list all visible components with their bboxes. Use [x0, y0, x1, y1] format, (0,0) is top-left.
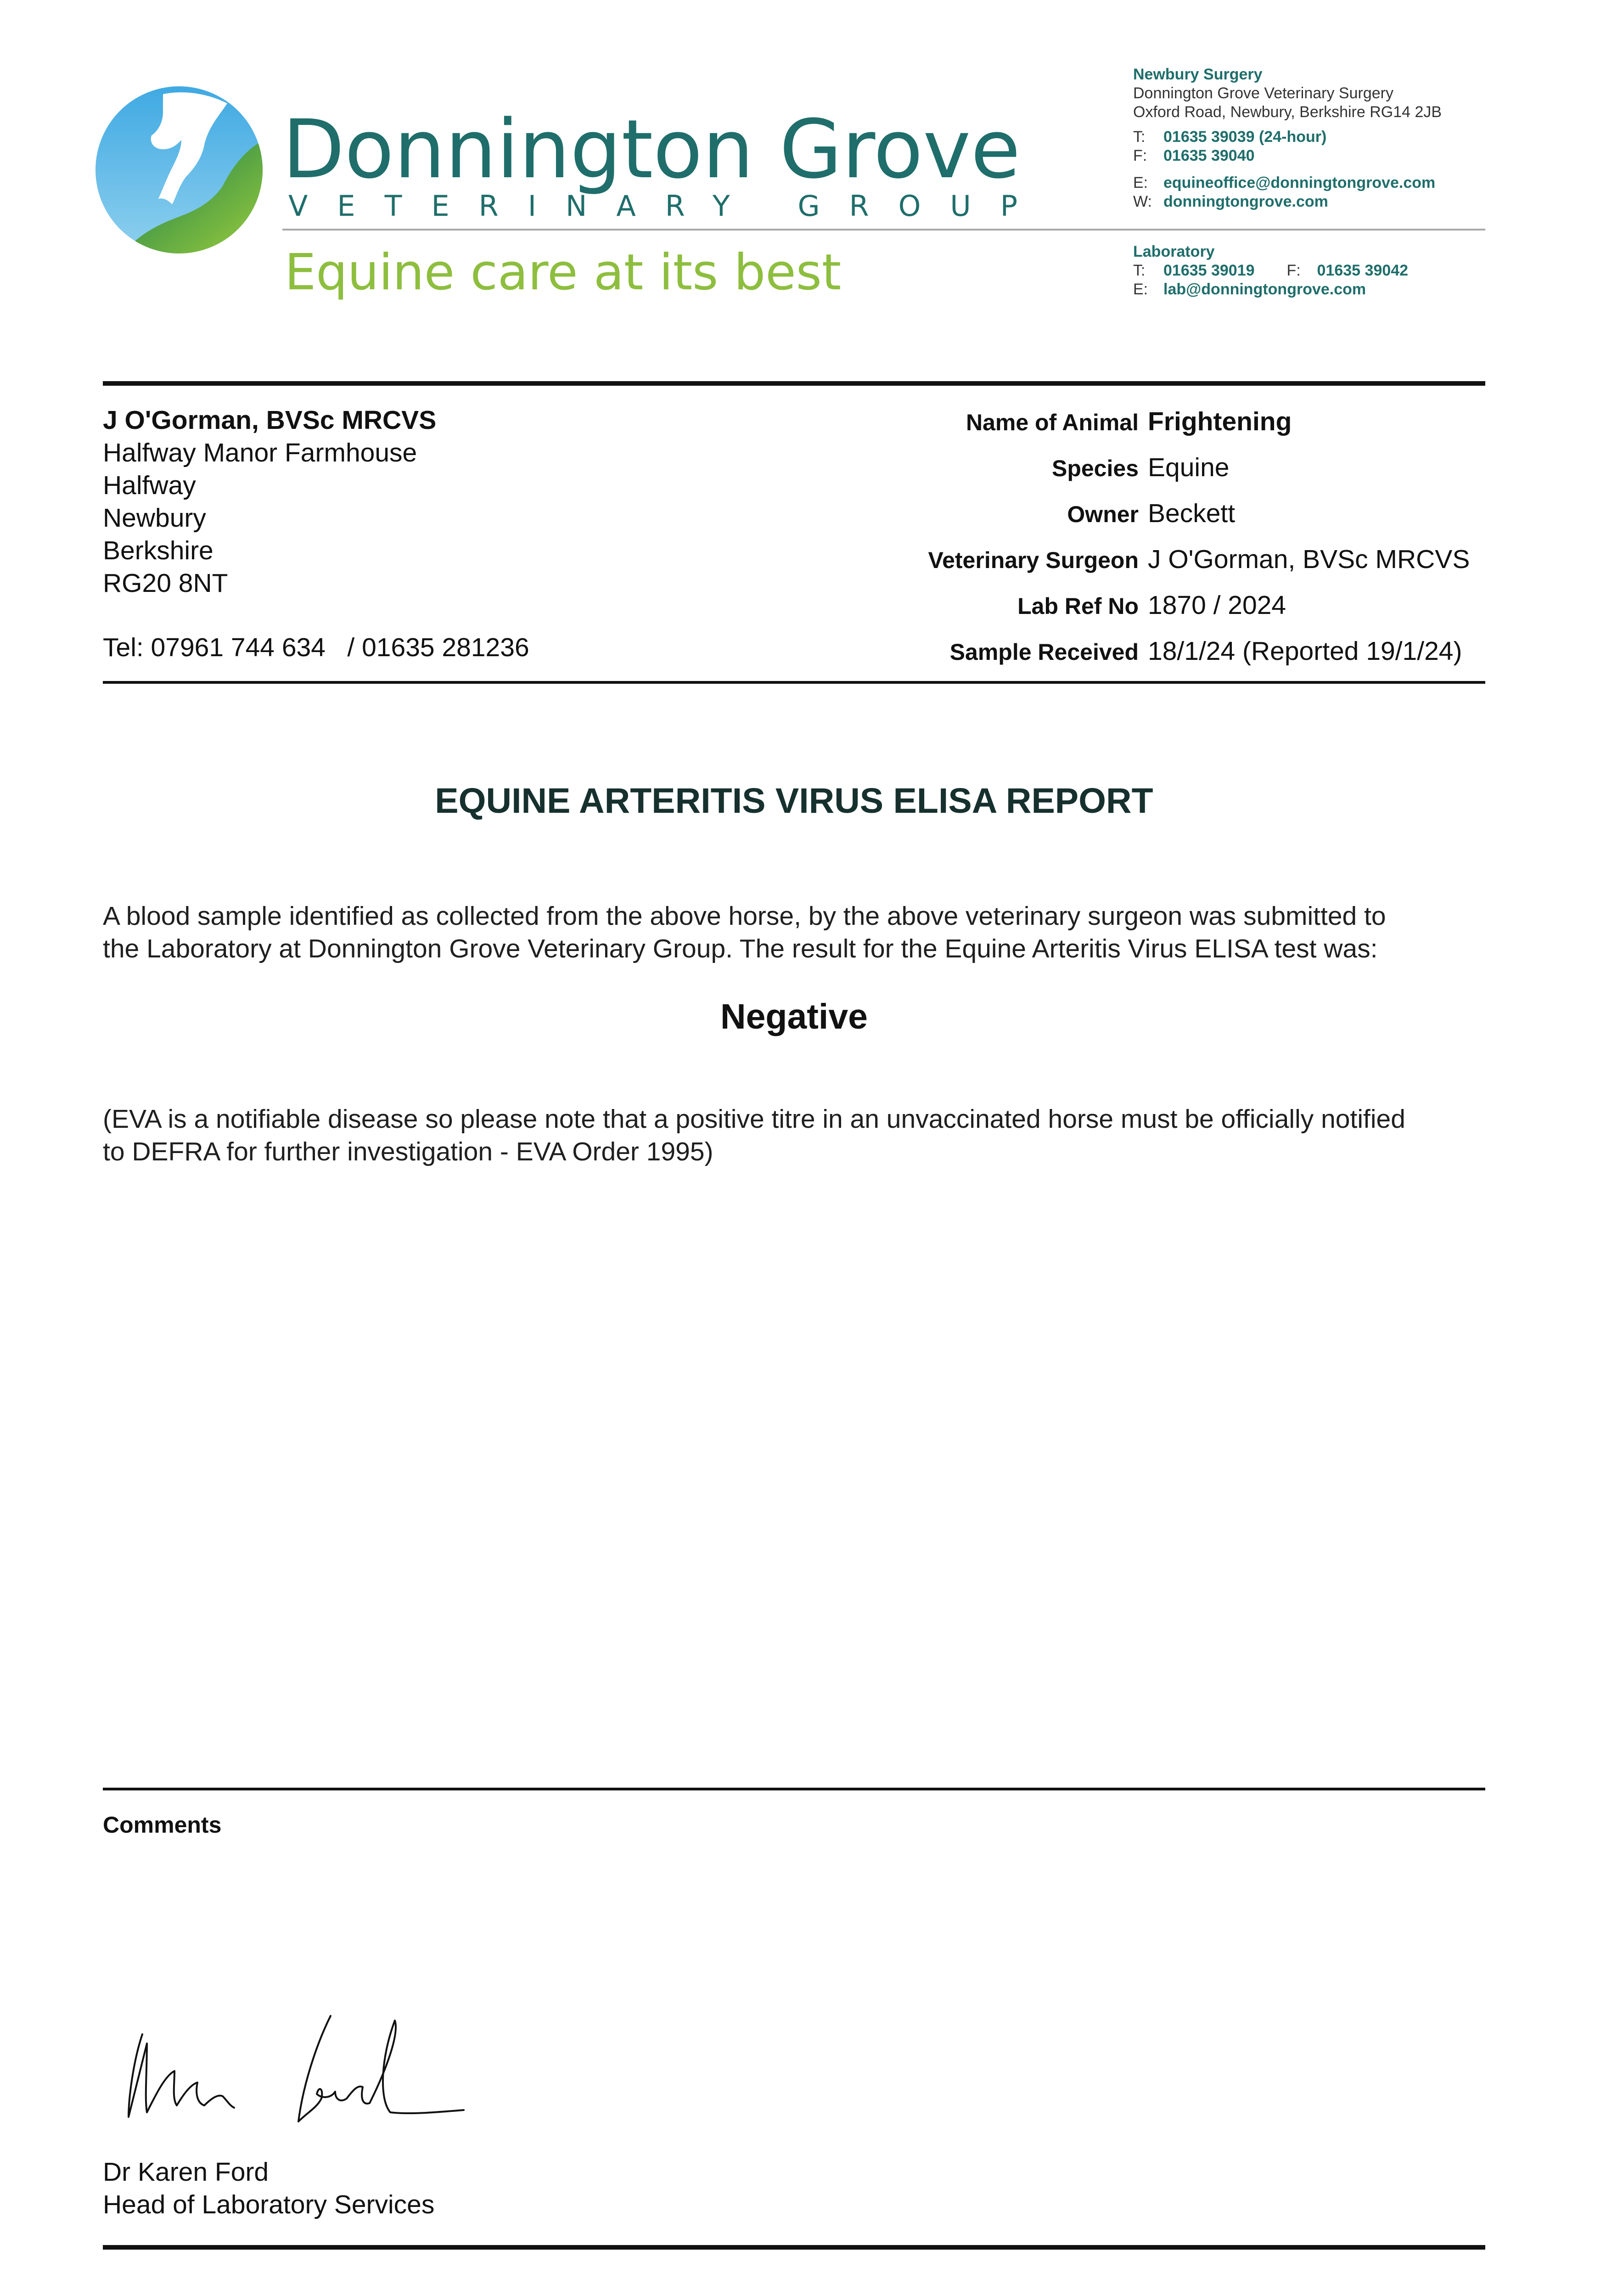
detail-value: Beckett: [1148, 499, 1236, 528]
address-line: Halfway Manor Farmhouse: [103, 438, 417, 467]
address-line: Berkshire: [103, 536, 213, 565]
lab-fax: 01635 39042: [1317, 261, 1409, 279]
detail-value: Frightening: [1148, 407, 1292, 436]
surgery-line1: Donnington Grove Veterinary Surgery: [1133, 84, 1393, 102]
signatory-name: Dr Karen Ford: [103, 2157, 269, 2187]
surgery-tel: 01635 39039 (24-hour): [1163, 128, 1327, 146]
note-line: (EVA is a notifiable disease so please note that a positive titre in an unvaccinated horse must be officially notified: [103, 1104, 1405, 1134]
surgery-web-link[interactable]: donningtongrove.com: [1163, 192, 1328, 210]
address-line: RG20 8NT: [103, 568, 228, 598]
detail-label: Lab Ref No: [1017, 593, 1139, 619]
horse-logo-icon: [94, 85, 264, 255]
surgery-heading: Newbury Surgery: [1133, 66, 1263, 83]
lab-tel: 01635 39019: [1163, 261, 1255, 279]
address-line: Halfway: [103, 471, 196, 500]
address-line: Newbury: [103, 503, 206, 533]
signatory-title: Head of Laboratory Services: [103, 2190, 435, 2219]
signatory: [103, 2156, 434, 2221]
brand-tagline: Equine care at its best: [285, 244, 842, 301]
lab-email-link[interactable]: lab@donningtongrove.com: [1163, 280, 1366, 298]
detail-value: 1870 / 2024: [1148, 591, 1286, 620]
surgery-line2: Oxford Road, Newbury, Berkshire RG14 2JB: [1133, 103, 1442, 121]
detail-label: Name of Animal: [966, 410, 1139, 435]
top-divider: [103, 381, 1485, 386]
laboratory-contact: [1133, 242, 1408, 298]
note-line: to DEFRA for further investigation - EVA Order 1995): [103, 1137, 713, 1166]
brand-name: Donnington Grove: [282, 102, 1021, 197]
header-divider: [282, 229, 1485, 231]
recipient-name: J O'Gorman, BVSc MRCVS: [103, 405, 437, 435]
laboratory-heading: Laboratory: [1133, 243, 1215, 260]
recipient-tel: Tel: 07961 744 634 / 01635 281236: [103, 633, 529, 662]
detail-value: Equine: [1148, 453, 1230, 482]
details-divider: [103, 681, 1485, 684]
lab-email-label: E:: [1133, 280, 1148, 298]
surgery-email-link[interactable]: equineoffice@donningtongrove.com: [1163, 174, 1436, 191]
bottom-divider: [103, 2245, 1485, 2250]
recipient-address: [103, 404, 436, 600]
surgery-fax: 01635 39040: [1163, 147, 1255, 165]
detail-label: Veterinary Surgeon: [928, 547, 1139, 573]
surgery-web-label: W:: [1133, 192, 1152, 210]
lab-fax-label: F:: [1286, 261, 1301, 279]
intro-line: the Laboratory at Donnington Grove Veterinary Group. The result for the Equine Arteritis Virus ELISA test was:: [103, 934, 1378, 963]
detail-value: 18/1/24 (Reported 19/1/24): [1148, 636, 1462, 666]
report-intro: [103, 900, 1489, 965]
detail-label: Sample Received: [949, 639, 1139, 665]
intro-line: A blood sample identified as collected from the above horse, by the above veterinary surgeon was submitted to: [103, 901, 1386, 931]
surgery-tel-label: T:: [1133, 128, 1146, 146]
comments-divider: [103, 1788, 1485, 1790]
detail-label: Species: [1051, 456, 1139, 481]
comments-label: Comments: [103, 1812, 222, 1838]
report-note: [103, 1103, 1489, 1168]
surgery-contact: [1133, 65, 1442, 211]
test-result: Negative: [720, 997, 868, 1036]
surgery-fax-label: F:: [1133, 147, 1147, 165]
surgery-email-label: E:: [1133, 174, 1148, 191]
detail-label: Owner: [1067, 501, 1139, 527]
signature-image: [115, 2007, 482, 2144]
detail-value: J O'Gorman, BVSc MRCVS: [1148, 545, 1470, 574]
lab-tel-label: T:: [1133, 261, 1146, 279]
brand-subtitle: VETERINARY GROUP: [288, 189, 1047, 223]
report-title: EQUINE ARTERITIS VIRUS ELISA REPORT: [435, 781, 1153, 821]
